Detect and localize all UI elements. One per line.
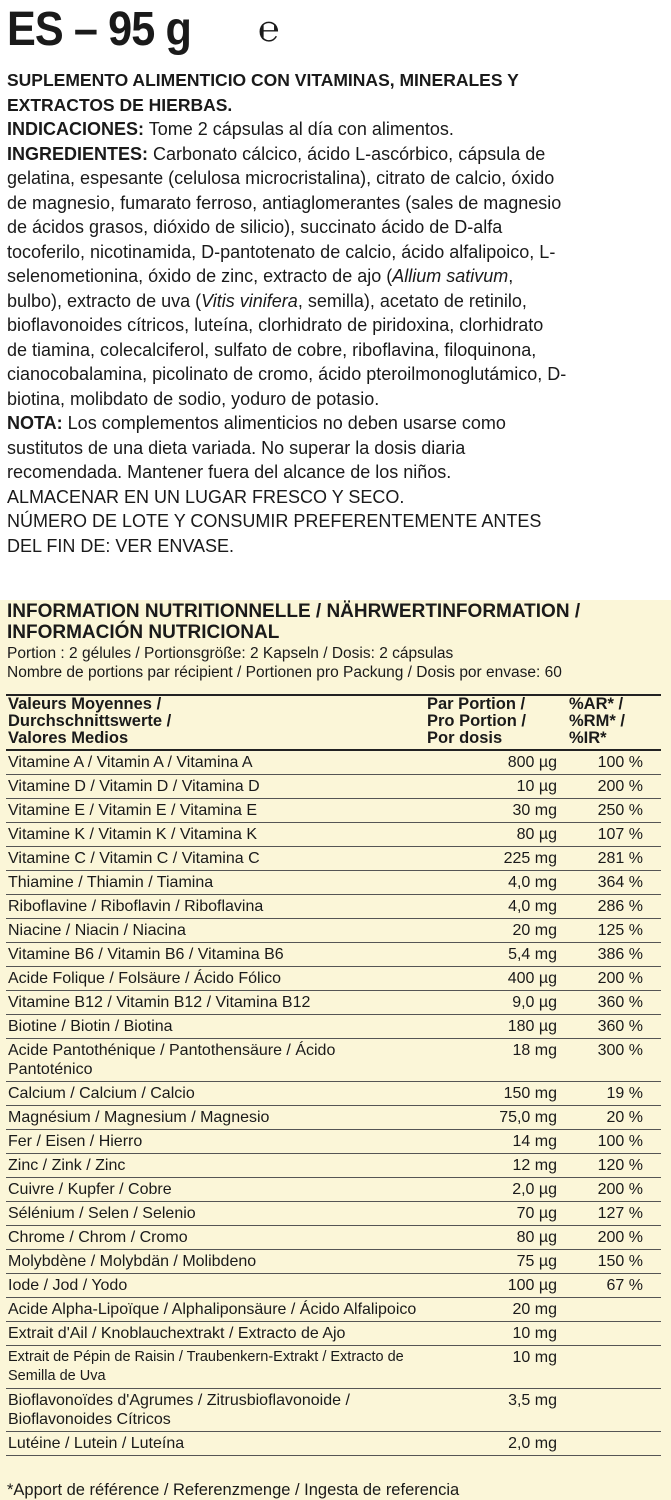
note-label: NOTA:: [7, 413, 63, 433]
nutrient-dose: 9,0 µg: [512, 994, 557, 1011]
nutrient-dose: 400 µg: [507, 970, 557, 987]
ingredients-text: , bulbo), extracto de uva (: [7, 266, 514, 311]
nutrient-name: Acide Folique / Folsäure / Ácido Fólico: [8, 970, 282, 987]
nutrient-name: Acide Pantothénique / Pantothensäure / Ácido Pantoténico: [8, 1042, 336, 1078]
product-description: [7, 68, 567, 558]
table-row: [6, 847, 661, 871]
nutrient-percent: 20 %: [606, 1109, 643, 1126]
nutrient-dose: 2,0 µg: [512, 1181, 557, 1198]
nutrient-percent: 286 %: [597, 898, 643, 915]
table-row: [6, 775, 661, 799]
nutrient-dose: 2,0 mg: [508, 1435, 557, 1452]
header-line: %IR*: [569, 729, 607, 747]
nutrient-dose: 180 µg: [507, 1018, 557, 1035]
nutrient-dose: 3,5 mg: [508, 1392, 557, 1409]
ingredients-latin-garlic: Allium sativum: [392, 266, 509, 286]
nutrient-dose: 5,4 mg: [508, 946, 557, 963]
header-line: Valeurs Moyennes /: [8, 695, 162, 713]
ingredients: [7, 142, 567, 412]
table-row: [6, 1015, 661, 1039]
table-row: [6, 1178, 661, 1202]
table-row: [6, 895, 661, 919]
nutrient-percent: 250 %: [597, 802, 643, 819]
nutrient-dose: 800 µg: [507, 754, 557, 771]
nutrient-percent: 300 %: [597, 1042, 643, 1059]
nutrient-dose: 30 mg: [512, 802, 557, 819]
nutrient-dose: 70 µg: [516, 1205, 557, 1222]
table-row: [6, 1346, 661, 1389]
table-row: [6, 1274, 661, 1298]
nutrient-name: Iode / Jod / Yodo: [8, 1277, 128, 1294]
nutrient-name: Calcium / Calcium / Calcio: [8, 1085, 195, 1102]
header-line: Por dosis: [427, 729, 503, 747]
nutrient-name: Vitamine E / Vitamin E / Vitamina E: [8, 802, 258, 819]
nutrient-percent: 127 %: [597, 1205, 643, 1222]
nutrient-dose: 4,0 mg: [508, 898, 557, 915]
portion-size: Portion : 2 gélules / Portionsgröße: 2 Kapseln / Dosis: 2 cápsulas: [7, 645, 454, 662]
table-row: [6, 991, 661, 1015]
nutrient-name: Thiamine / Thiamin / Tiamina: [8, 874, 214, 891]
nutrient-percent: 200 %: [597, 970, 643, 987]
nutrient-name: Extrait d'Ail / Knoblauchextrakt / Extracto de Ajo: [8, 1325, 346, 1342]
nutrient-percent: 67 %: [606, 1277, 643, 1294]
portion-info: [0, 643, 671, 682]
table-row: [6, 1130, 661, 1154]
indications: [7, 117, 567, 142]
nutrient-dose: 150 mg: [503, 1085, 557, 1102]
table-row: [6, 1154, 661, 1178]
nutrient-percent: 360 %: [597, 1018, 643, 1035]
nutrient-dose: 12 mg: [512, 1157, 557, 1174]
nutrient-name: Riboflavine / Riboflavin / Riboflavina: [8, 898, 264, 915]
product-type: SUPLEMENTO ALIMENTICIO CON VITAMINAS, MINERALES Y EXTRACTOS DE HIERBAS.: [7, 70, 519, 115]
nutrient-percent: 364 %: [597, 874, 643, 891]
nutrient-name: Sélénium / Selen / Selenio: [8, 1205, 196, 1222]
nutrient-percent: 150 %: [597, 1253, 643, 1270]
nutrient-percent: [567, 1389, 661, 1432]
table-row: [6, 967, 661, 991]
nutrient-percent: 200 %: [597, 778, 643, 795]
nutrient-dose: 75,0 mg: [499, 1109, 557, 1126]
table-row: [6, 1322, 661, 1346]
nutrient-percent: 125 %: [597, 922, 643, 939]
table-row: [6, 750, 661, 775]
estimated-sign-icon: ℮: [258, 9, 280, 50]
nutrient-percent: 386 %: [597, 946, 643, 963]
nutrient-dose: 20 mg: [512, 1301, 557, 1318]
table-row: [6, 1298, 661, 1322]
lot-info: NÚMERO DE LOTE Y CONSUMIR PREFERENTEMENTE ANTES DEL FIN DE: VER ENVASE.: [7, 511, 542, 556]
ingredients-latin-grape: Vitis vinifera: [201, 290, 298, 311]
nutrient-name: Molybdène / Molybdän / Molibdeno: [8, 1253, 257, 1270]
nutrient-percent: [567, 1346, 661, 1389]
column-header-dose: [425, 695, 567, 750]
indications-text: Tome 2 cápsulas al día con alimentos.: [148, 119, 454, 139]
nutrient-percent: 200 %: [597, 1181, 643, 1198]
reference-footnote: *Apport de référence / Referenzmenge / Ingesta de referencia: [7, 1481, 460, 1499]
nutrient-name: Vitamine D / Vitamin D / Vitamina D: [8, 778, 260, 795]
nutrition-heading: [0, 600, 671, 643]
nutrient-percent: 19 %: [606, 1085, 643, 1102]
table-row: [6, 919, 661, 943]
nutrient-name: Vitamine B12 / Vitamin B12 / Vitamina B12: [8, 994, 311, 1011]
table-row: [6, 1039, 661, 1082]
nutrient-percent: [567, 1322, 661, 1346]
nutrient-name: Zinc / Zink / Zinc: [8, 1157, 126, 1174]
nutrient-percent: [567, 1432, 661, 1456]
ingredients-label: INGREDIENTES:: [7, 143, 149, 164]
header-line: Valores Medios: [8, 729, 129, 747]
table-row: [6, 1432, 661, 1456]
nutrient-percent: 100 %: [597, 1133, 643, 1150]
nutrient-percent: 200 %: [597, 1229, 643, 1246]
nutrient-dose: 10 mg: [512, 1349, 557, 1366]
servings-per-container: Nombre de portions par récipient / Portionen pro Packung / Dosis por envase: 60: [7, 663, 562, 681]
nutrient-dose: 80 µg: [516, 1229, 557, 1246]
nutrient-name: Chrome / Chrom / Cromo: [8, 1229, 188, 1246]
nutrient-name: Acide Alpha-Lipoïque / Alphaliponsäure / Ácido Alfalipoico: [8, 1301, 417, 1318]
nutrient-dose: 225 mg: [503, 850, 557, 867]
nutrient-dose: 4,0 mg: [508, 874, 557, 891]
note-text: Los complementos alimenticios no deben usarse como sustitutos de una dieta variada. No superar la dosis diaria recomendada. Mantener fuera del alcance de los niños.: [7, 413, 506, 482]
nutrient-name: Fer / Eisen / Hierro: [8, 1133, 143, 1150]
table-row: [6, 1389, 661, 1432]
ingredients-text: , semilla), acetato de retinilo, bioflavonoides cítricos, luteína, clorhidrato de piridoxina, clorhidrato de tiamina, colecalciferol, sulfato de cobre, riboflavina, filoquinona, cianocobalamina, picolinato de cromo, ácido pteroilmonoglutámico, D-biotina, molibdato de sodio, yoduro de potasio.: [7, 290, 567, 409]
nutrient-name: Bioflavonoïdes d'Agrumes / Zitrusbioflavonoide / Bioflavonoides Cítricos: [8, 1392, 350, 1428]
nutrient-name: Vitamine C / Vitamin C / Vitamina C: [8, 850, 260, 867]
nutrient-dose: 10 mg: [512, 1325, 557, 1342]
nutrient-percent: 120 %: [597, 1157, 643, 1174]
nutrient-dose: 14 mg: [512, 1133, 557, 1150]
nutrient-name: Niacine / Niacin / Niacina: [8, 922, 186, 939]
nutrient-name: Lutéine / Lutein / Luteína: [8, 1435, 185, 1452]
table-row: [6, 1082, 661, 1106]
table-row: [6, 1250, 661, 1274]
storage-instructions: ALMACENAR EN UN LUGAR FRESCO Y SECO.: [7, 486, 405, 507]
table-header-row: [6, 695, 661, 750]
table-row: [6, 1202, 661, 1226]
nutrient-name: Magnésium / Magnesium / Magnesio: [8, 1109, 270, 1126]
nutrient-name: Vitamine K / Vitamin K / Vitamina K: [8, 826, 258, 843]
nutrient-name: Biotine / Biotin / Biotina: [8, 1018, 173, 1035]
table-row: [6, 1226, 661, 1250]
table-row: [6, 1106, 661, 1130]
nutrient-dose: 75 µg: [516, 1253, 557, 1270]
nutrition-table: [6, 694, 661, 1456]
header-line: Par Portion /: [427, 695, 526, 713]
nutrient-dose: 10 µg: [516, 778, 557, 795]
nutrition-heading-line: INFORMACIÓN NUTRICIONAL: [7, 622, 280, 643]
nutrient-percent: 100 %: [597, 754, 643, 771]
nutrient-name: Extrait de Pépin de Raisin / Traubenkern-Extrakt / Extracto de Semilla de Uva: [8, 1349, 404, 1384]
nutrition-heading-line: INFORMATION NUTRITIONNELLE / NÄHRWERTINFORMATION /: [7, 601, 581, 622]
column-header-percent: [567, 695, 661, 750]
nutrient-dose: 100 µg: [507, 1277, 557, 1294]
table-row: [6, 823, 661, 847]
note: [7, 411, 567, 485]
table-row: [6, 799, 661, 823]
table-row: [6, 943, 661, 967]
nutrient-percent: 360 %: [597, 994, 643, 1011]
column-header-name: [6, 695, 425, 750]
nutrient-dose: 18 mg: [512, 1042, 557, 1059]
nutrient-name: Cuivre / Kupfer / Cobre: [8, 1181, 172, 1198]
nutrient-name: Vitamine A / Vitamin A / Vitamina A: [8, 754, 253, 771]
nutrient-percent: [567, 1298, 661, 1322]
table-row: [6, 871, 661, 895]
ingredients-text: Carbonato cálcico, ácido L-ascórbico, cápsula de gelatina, espesante (celulosa microcristalina), citrato de calcio, óxido de magnesio, fumarato ferroso, antiaglomerantes (sales de magnesio de ácidos grasos, dióxido de silicio), succinato ácido de D-alfa tocoferilo, nicotinamida, D-pantotenato de calcio, ácido alfalipoico, L-selenometionina, óxido de zinc, extracto de ajo (: [7, 143, 562, 286]
nutrient-percent: 107 %: [597, 826, 643, 843]
header-line: Durchschnittswerte /: [8, 712, 172, 730]
net-weight-title: ES – 95 g: [7, 3, 192, 56]
nutrient-dose: 80 µg: [516, 826, 557, 843]
nutrient-name: Vitamine B6 / Vitamin B6 / Vitamina B6: [8, 946, 284, 963]
nutrient-dose: 20 mg: [512, 922, 557, 939]
indications-label: INDICACIONES:: [7, 119, 145, 139]
header-line: Pro Portion /: [427, 712, 526, 730]
header-line: %RM* /: [569, 712, 625, 730]
nutrition-panel: [0, 600, 671, 1500]
header-line: %AR* /: [569, 695, 624, 713]
nutrient-percent: 281 %: [597, 850, 643, 867]
